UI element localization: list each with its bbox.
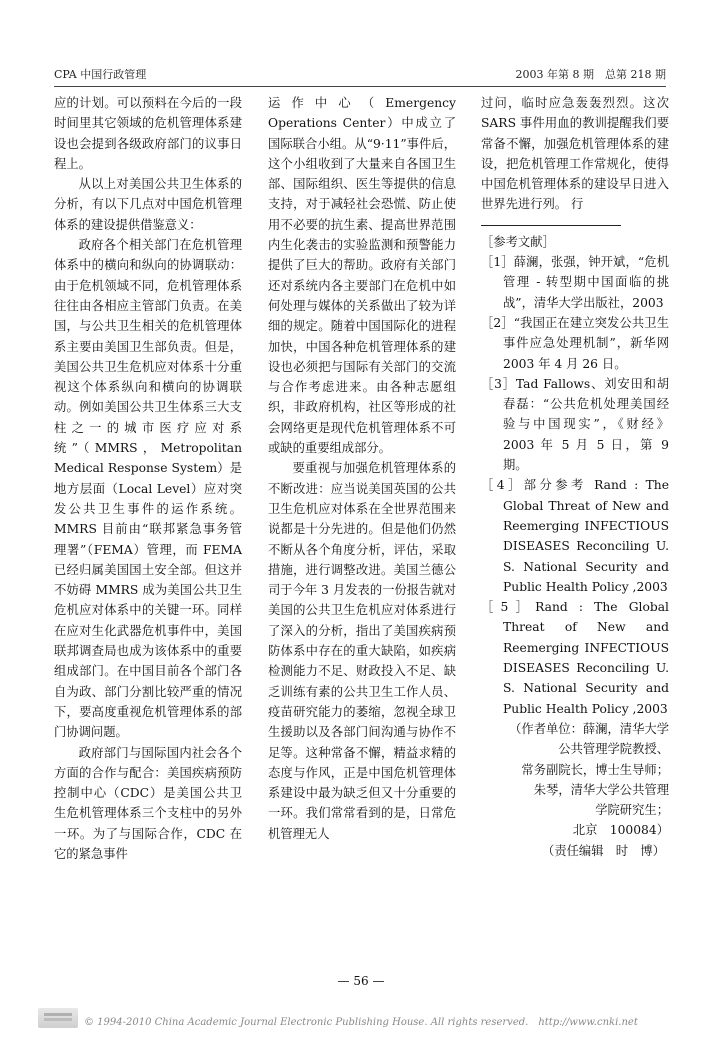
- reference-number: ［5］: [481, 600, 536, 615]
- text-column-2: [268, 93, 456, 844]
- author-line: 北京 100084）: [572, 823, 669, 838]
- paragraph: 从以上对美国公共卫生体系的分析，有以下几点对中国危机管理体系的建设提供借鉴意义：: [54, 177, 242, 232]
- journal-name: CPA 中国行政管理: [54, 68, 147, 81]
- author-line: 朱琴，清华大学公共管理: [533, 782, 669, 797]
- reference-text: 薛澜，张强，钟开斌，“危机管理 - 转型期中国面临的挑战”，清华大学出版社，2003: [503, 255, 669, 310]
- author-line: （作者单位：薛澜，清华大学: [509, 721, 669, 736]
- paragraph: 政府部门与国际国内社会各个方面的合作与配合：美国疾病预防控制中心（CDC）是美国公共卫生危机管理体系三个支柱中的另外一环。为了与国际合作，CDC 在它的紧急事件: [54, 745, 242, 861]
- paragraph: 运作中心（Emergency Operations Center）中成立了国际联合小组。从“9·11”事件后，这个小组收到了大量来自各国卫生部、国际组织、医生等提供的信息支持，对于减轻社会恐慌、防止使用不必要的抗生素、提高世界范围内生化袭击的实验监测和预警能力提供了巨大的帮助。政府有关部门还对系统内各主要部门在危机中如何处理与媒体的关系做出了较为详细的规定。随着中国国际化的进程加快，中国各种危机管理体系的建设也必须把与国际有关部门的交流与合作考虑进来。由各种志愿组织，非政府机构，社区等形成的社会网络更是现代危机管理体系不可或缺的重要组成部分。: [268, 96, 456, 456]
- reference-item: [481, 313, 669, 374]
- reference-item: [481, 252, 669, 313]
- reference-item: [481, 374, 669, 475]
- divider: [481, 225, 621, 226]
- reference-number: ［4］: [481, 478, 524, 493]
- paragraph: 要重视与加强危机管理体系的不断改进：应当说美国英国的公共卫生危机应对体系在全世界范围来说都是十分先进的。但是他们仍然不断从各个角度分析，评估，采取措施，进行调整改进。美国兰德公司于今年 3 月发表的一份报告就对美国的公共卫生危机应对体系进行了深入的分析，指出了美国疾病预防体系中存在的重大缺陷，如疾病检测能力不足、财政投入不足、缺乏训练有素的公共卫生工作人员、疫苗研究能力的萎缩，忽视全球卫生援助以及各部门间沟通与协作不足等。这种常备不懈，精益求精的态度与作风，正是中国危机管理体系建设中最为缺乏但又十分重要的一环。我们常常看到的是，日常危机管理无人: [268, 461, 456, 841]
- reference-text: Tad Fallows、刘安田和胡春磊：“公共危机处理美国经验与中国现实”，《财经》2003 年 5 月 5 日，第 9 期。: [503, 376, 670, 473]
- reference-item: [481, 475, 669, 597]
- paragraph: 应的计划。可以预料在今后的一段时间里其它领域的危机管理体系建设也会提到各级政府部门的议事日程上。: [54, 96, 242, 171]
- reference-text: “我国正在建立突发公共卫生事件应急处理机制”，新华网 2003 年 4 月 26 日。: [503, 315, 669, 371]
- end-mark: 行: [571, 197, 584, 212]
- paragraph-text: 过问，临时应急轰轰烈烈。这次 SARS 事件用血的教训提醒我们要常备不懈，加强危机管理体系的建设，把危机管理工作常规化，使得中国危机管理体系的建设早日进入世界先进行列。: [481, 96, 669, 212]
- reference-text: 部分参考 Rand : The Global Threat of New and Reemerging INFECTIOUS DISEASES Reconciling U. S. National Security and Public Health Policy ,2003: [503, 478, 670, 594]
- author-line: 学院研究生；: [595, 803, 669, 818]
- responsible-editor: （责任编辑 时 博）: [542, 843, 665, 858]
- paragraph: 政府各个相关部门在危机管理体系中的横向和纵向的协调联动：由于危机领域不同，危机管理体系往往由各相应主管部门负责。在美国，与公共卫生相关的危机管理体系主要由美国卫生部负责。但是，美国公共卫生危机应对体系十分重视这个体系纵向和横向的协调联动。例如美国公共卫生体系三大支柱之一的城市医疗应对系统”（MMRS，Metropolitan Medical Response System）是地方层面（Local Level）应对突发公共卫生事件的运作系统。MMRS 目前由“联邦紧急事务管理署”（FEMA）管理，而 FEMA 已经归属美国国土安全部。但这并不妨碍 MMRS 成为美国公共卫生危机应对体系中的关键一环。同样在应对生化武器危机事件中，美国联邦调查局也成为该体系中的重要组成部门。在中国目前各个部门各自为政、部门分割比较严重的情况下，要高度重视危机管理体系的部门协调问题。: [54, 238, 242, 740]
- running-header: [54, 66, 666, 87]
- copyright-footer: [38, 1008, 678, 1030]
- text-column-1: [54, 93, 242, 864]
- author-affiliation: [481, 719, 669, 841]
- reference-number: ［1］: [481, 255, 514, 270]
- author-line: 公共管理学院教授、: [558, 742, 669, 757]
- reference-item: [481, 597, 669, 719]
- reference-number: ［3］: [481, 376, 516, 391]
- reference-text: Rand : The Global Threat of New and Reemerging INFECTIOUS DISEASES Reconciling U. S. National Security and Public Health Policy ,2003: [503, 600, 669, 716]
- issue-info: 2003 年第 8 期 总第 218 期: [515, 68, 666, 81]
- page-number: — 56 —: [337, 974, 385, 988]
- references-title: ［参考文献］: [481, 234, 555, 249]
- paragraph: [481, 93, 669, 215]
- text-column-3: [481, 93, 669, 861]
- reference-number: ［2］: [481, 315, 514, 330]
- author-line: 常务副院长，博士生导师；: [521, 762, 669, 777]
- copyright-text: © 1994-2010 China Academic Journal Electronic Publishing House. All rights reserved. http://www.cnki.net: [84, 1017, 638, 1028]
- cnki-logo-icon: [38, 1008, 78, 1028]
